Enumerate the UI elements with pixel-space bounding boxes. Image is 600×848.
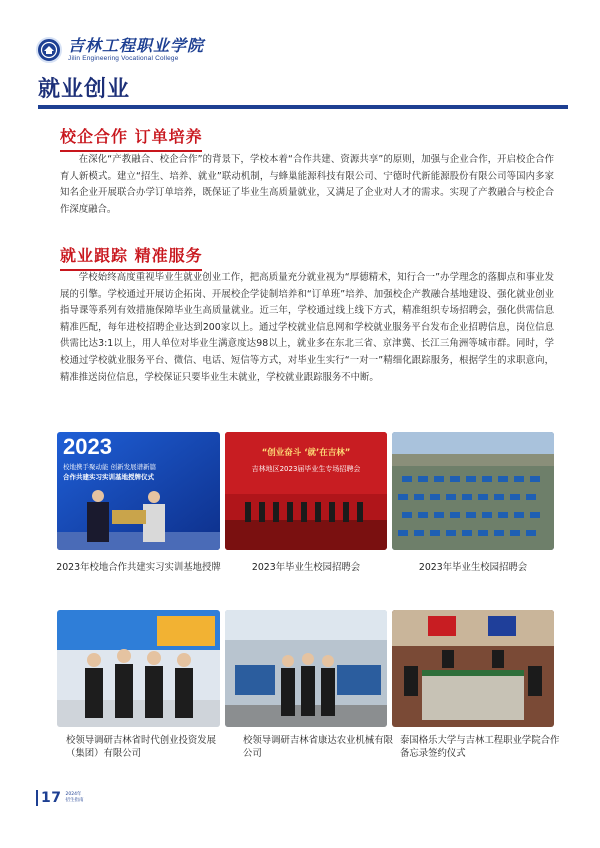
banner-slogan: “创业奋斗 ‘就’在吉林”: [261, 448, 351, 458]
page-footer: [36, 790, 83, 806]
photo-visit-agri-machinery: [225, 610, 387, 727]
section-title: 就业创业: [38, 77, 131, 102]
photo-caption: 2023年毕业生校园招聘会: [251, 562, 361, 573]
photo-caption: 2023年校地合作共建实习实训基地授牌: [56, 562, 221, 573]
footer-tag: [65, 792, 83, 804]
paragraph-employment-tracking: 学校始终高度重视毕业生就业创业工作，把高质量充分就业视为“厚德精术，知行合一”办学理念的落脚点和事业发展的引擎。学校通过开展访企拓岗、开展校企学徒制培养和“订单班”培养、加强校企产教融合基地建设、强化就业创业指导课等系列有效措施保障毕业生高质量就业。近三年，学校通过线上线下方式，精准组织专场招聘会，强化供需信息精准匹配，每年进校招聘企业达到200家以上。通过学校就业信息网和学校就业服务平台发布企业招聘信息，岗位信息供需比达3:1以上，用人单位对毕业生满意度达98以上，就业多在东北三省、京津冀、长江三角洲等城市群。同时，学校通过学校就业服务平台、微信、电话、短信等方式，对毕业生实行“一对一”精细化跟踪服务，根据学生的求职意向，精准推送岗位信息，学校保证只要毕业生未就业，学校就业跟踪服务不中断。: [60, 272, 554, 383]
footer-tag-year: 2024年: [65, 792, 82, 797]
paragraph-school-enterprise: 在深化“产教融合、校企合作”的背景下，学校本着“合作共建、资源共享”的原则，加强与企业合作，开启校企合作育人新模式。建立“招生、培养、就业”联动机制，与蜂巢能源科技有限公司、宁德时代新能源股份有限公司等国内多家知名企业开展联合办学订单培养，既保证了毕业生高质量就业，又满足了企业对人才的需求。实现了产教融合与校企合作深度融合。: [60, 154, 554, 215]
school-logo: [36, 34, 204, 66]
photo-base-plaque-ceremony: [57, 432, 220, 550]
title-divider: [38, 105, 568, 109]
screen-slogan: 校地携手聚动能 创新发展谱新篇: [63, 463, 157, 471]
subheading-text: 校企合作 订单培养: [60, 127, 203, 146]
screen-year: 2023: [63, 434, 112, 459]
photo-job-fair-stage: [225, 432, 387, 550]
photo-mou-signing: [392, 610, 554, 727]
footer-bar: [36, 790, 38, 806]
page-number: 17: [41, 790, 62, 806]
photo-caption: 校领导调研吉林省康达农业机械有限公司: [243, 735, 394, 759]
photo-caption: 泰国格乐大学与吉林工程职业学院合作备忘录签约仪式: [400, 735, 560, 759]
subheading-employment-tracking: [60, 243, 203, 266]
photo-caption: 校领导调研吉林省时代创业投资发展（集团）有限公司: [66, 735, 217, 759]
photo-visit-investment-group: [57, 610, 220, 727]
school-name-en: Jilin Engineering Vocational College: [68, 55, 179, 62]
school-emblem-icon: [36, 37, 62, 63]
screen-event-title: 合作共建实习实训基地授牌仪式: [63, 473, 154, 481]
photo-caption: 2023年毕业生校园招聘会: [418, 562, 528, 573]
photo-outdoor-recruitment-fair: [392, 432, 554, 550]
subheading-text: 就业跟踪 精准服务: [60, 246, 203, 265]
school-name-cn: 吉林工程职业学院: [68, 36, 205, 55]
banner-event-title: 吉林地区2023届毕业生专场招聘会: [251, 465, 361, 473]
footer-tag-label: 招生指南: [65, 798, 84, 803]
subheading-school-enterprise: [60, 124, 203, 147]
